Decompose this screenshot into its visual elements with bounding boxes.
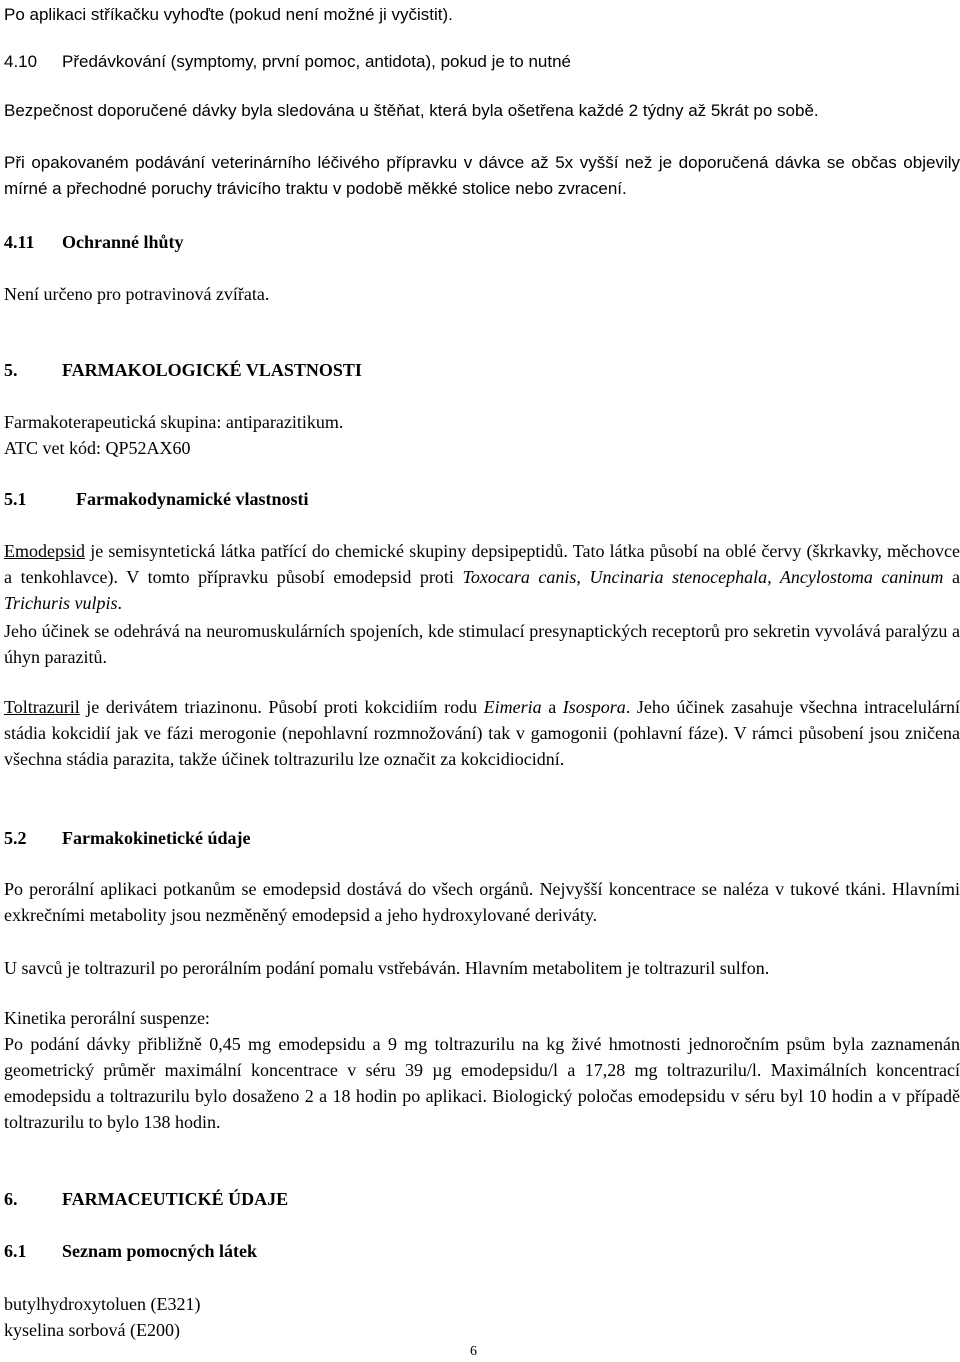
pharmacodynamics-paragraph-1: Emodepsid je semisyntetická látka patřící do chemické skupiny depsipeptidů. Tato látka působí na oblé červy (škrkavky, měchovce a tenkohlavce). V tomto přípravku působí emodepsid proti Toxocara canis, Uncinaria stenocephala, Ancylostoma caninum a Trichuris vulpis. <box>4 541 960 613</box>
section-4-11-heading <box>4 229 960 255</box>
kinetics-subheading: Kinetika perorální suspenze: <box>4 1008 210 1028</box>
withdrawal-period-text: Není určeno pro potravinová zvířata. <box>4 284 270 304</box>
section-number: 4.11 <box>4 232 35 252</box>
species-name: Trichuris vulpis <box>4 593 118 613</box>
species-names: Toxocara canis, Uncinaria stenocephala, Ancylostoma caninum <box>462 567 944 587</box>
genus-name: Isospora <box>562 697 626 717</box>
section-title: Farmakokinetické údaje <box>62 828 251 848</box>
section-number: 5. <box>4 360 18 380</box>
toltrazuril-term: Toltrazuril <box>4 697 80 717</box>
section-number: 5.1 <box>4 489 27 509</box>
atc-vet-code: ATC vet kód: QP52AX60 <box>4 438 191 458</box>
pharmacotherapeutic-group: Farmakoterapeutická skupina: antiparazitikum. <box>4 412 344 432</box>
overdose-safety-text: Bezpečnost doporučené dávky byla sledována u štěňat, která byla ošetřena každé 2 týdny až 5krát po sobě. <box>4 101 819 120</box>
pharmacodynamics-paragraph-2: Jeho účinek se odehrává na neuromuskulárních spojeních, kde stimulací presynaptických receptorů pro sekretin vyvolává paralýzu a úhyn parazitů. <box>4 621 960 667</box>
section-5-heading <box>4 357 960 383</box>
section-number: 6. <box>4 1189 18 1209</box>
section-title: Předávkování (symptomy, první pomoc, antidota), pokud je to nutné <box>62 52 572 71</box>
genus-name: Eimeria <box>483 697 542 717</box>
pharmacokinetics-paragraph-2: U savců je toltrazuril po perorálním podání pomalu vstřebáván. Hlavním metabolitem je toltrazuril sulfon. <box>4 958 770 978</box>
disposal-note: Po aplikaci stříkačku vyhoďte (pokud není možné ji vyčistit). <box>4 5 453 24</box>
emodepsid-term: Emodepsid <box>4 541 85 561</box>
section-4-10-heading <box>4 49 960 75</box>
section-title: Ochranné lhůty <box>62 232 184 252</box>
pharmacokinetics-paragraph-3: Po podání dávky přibližně 0,45 mg emodepsidu a 9 mg toltrazurilu na kg živé hmotnosti jednoročním psům byla zaznamenán geometrický průměr maximální koncentrace v séru 39 µg emodepsidu/l a 17,28 mg toltrazurilu/l. Maximálních koncentrací emodepsidu a toltrazurilu bylo dosaženo 2 a 18 hodin po aplikaci. Biologický poločas emodepsidu v séru byl 10 hodin a v případě toltrazurilu to bylo 138 hodin. <box>4 1034 960 1132</box>
overdose-effects-text: Při opakovaném podávání veterinárního léčivého přípravku v dávce až 5x vyšší než je doporučená dávka se občas objevily mírné a přechodné poruchy trávicího traktu v podobě měkké stolice nebo zvracení. <box>4 153 960 198</box>
section-title: FARMAKOLOGICKÉ VLASTNOSTI <box>62 360 362 380</box>
section-title: Farmakodynamické vlastnosti <box>76 489 309 509</box>
section-number: 5.2 <box>4 828 27 848</box>
excipient-item: butylhydroxytoluen (E321) <box>4 1294 201 1314</box>
section-title: Seznam pomocných látek <box>62 1241 257 1261</box>
section-number: 4.10 <box>4 52 38 71</box>
section-5-1-heading <box>4 486 960 512</box>
section-6-1-heading <box>4 1238 960 1264</box>
page-number: 6 <box>470 1344 477 1359</box>
section-number: 6.1 <box>4 1241 27 1261</box>
excipient-item: kyselina sorbová (E200) <box>4 1320 180 1340</box>
section-5-2-heading <box>4 825 960 851</box>
section-6-heading <box>4 1186 960 1212</box>
pharmacokinetics-paragraph-1: Po perorální aplikaci potkanům se emodepsid dostává do všech orgánů. Nejvyšší koncentrace se naléza v tukové tkáni. Hlavními exkrečními metabolity jsou nezměněný emodepsid a jeho hydroxylované deriváty. <box>4 879 960 925</box>
section-title: FARMACEUTICKÉ ÚDAJE <box>62 1189 289 1209</box>
pharmacodynamics-paragraph-3: Toltrazuril je derivátem triazinonu. Působí proti kokcidiím rodu Eimeria a Isospora. Jeho účinek zasahuje všechna intracelulární stádia kokcidií jak ve fázi merogonie (nepohlavní rozmnožování) tak v gamogonii (pohlavní fáze). V rámci působení jsou zničena všechna stádia parazita, takže účinek toltrazurilu lze označit za kokcidiocidní. <box>4 697 960 769</box>
